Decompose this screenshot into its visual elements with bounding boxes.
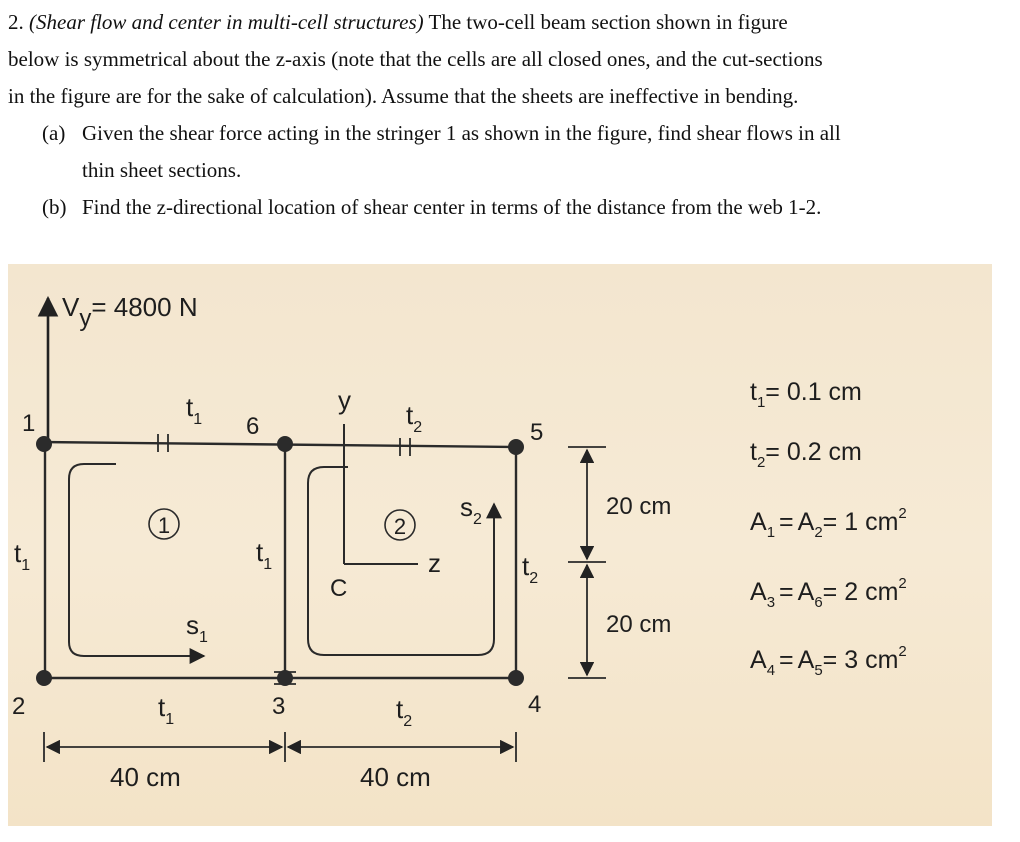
dim-20-upper: 20 cm xyxy=(606,493,672,520)
legend-a1-a2: $A_1 = A_2= 1$ $cm^2$ xyxy=(750,505,907,541)
dim-20-lower: 20 cm xyxy=(606,611,672,638)
t2-top-label: $t_2$ xyxy=(406,400,423,436)
beam-section-drawing xyxy=(8,264,992,826)
stringer-4 xyxy=(508,670,524,686)
intro-line-1: The two-cell beam section shown in figure xyxy=(428,10,788,34)
stringer-2 xyxy=(36,670,52,686)
intro-line-2: below is symmetrical about the z-axis (note that the cells are all closed ones, and the cut-sections xyxy=(8,47,823,71)
y-axis-label: y xyxy=(338,385,351,415)
node-5-label: 5 xyxy=(530,419,544,446)
beam-section-figure xyxy=(8,264,992,826)
centroid-label: C xyxy=(330,575,348,602)
dim-40-left: 40 cm xyxy=(110,762,181,792)
t2-right-label: $t_2$ xyxy=(522,551,539,587)
intro-line-3-par xyxy=(8,78,998,115)
force-label: Vy= 4800 N xyxy=(62,292,198,332)
vertical-dimension xyxy=(568,447,606,678)
part-a-label: (a) xyxy=(42,121,66,145)
part-b-line-1: Find the z-directional location of shear center in terms of the distance from the web 1-2. xyxy=(82,195,822,219)
part-a-cont xyxy=(82,152,998,189)
stringer-5 xyxy=(508,439,524,455)
section-outline xyxy=(40,442,517,678)
node-3-label: 3 xyxy=(272,693,286,720)
stringer-1 xyxy=(36,436,52,452)
intro-line-2-par xyxy=(8,41,998,78)
part-a-line-2: thin sheet sections. xyxy=(82,158,242,182)
s1-label: $s_1$ xyxy=(186,610,208,646)
s2-label: $s_2$ xyxy=(460,492,482,528)
z-axis-label: z xyxy=(428,548,441,578)
part-a-line-1: Given the shear force acting in the stringer 1 as shown in the figure, find shear flows in all xyxy=(82,121,841,145)
dim-40-right: 40 cm xyxy=(360,762,431,792)
t1-bottom-label: $t_1$ xyxy=(158,692,175,728)
node-1-label: 1 xyxy=(22,410,36,437)
cell-1-label: 1 xyxy=(157,513,171,538)
stringer-6 xyxy=(277,436,293,452)
legend-a4-a5: $A_4 = A_5= 3$ $cm^2$ xyxy=(750,643,907,679)
stringers xyxy=(36,436,524,686)
problem-title: (Shear flow and center in multi-cell structures) xyxy=(29,10,424,34)
stringer-3 xyxy=(277,670,293,686)
intro-line-3: in the figure are for the sake of calculation). Assume that the sheets are ineffective in bending. xyxy=(8,84,799,108)
horizontal-dimension xyxy=(44,732,516,762)
legend-a3-a6: $A_3 = A_6= 2$ $cm^2$ xyxy=(750,575,907,611)
problem-statement xyxy=(8,4,998,226)
node-6-label: 6 xyxy=(246,413,260,440)
problem-intro xyxy=(8,4,998,41)
t1-left-label: $t_1$ xyxy=(14,538,31,574)
cell-2-label: 2 xyxy=(393,514,407,539)
legend-t1: $t_1= 0.1$ cm xyxy=(750,378,862,411)
part-b xyxy=(42,189,998,226)
property-legend xyxy=(750,378,907,679)
t1-top-label: $t_1$ xyxy=(186,392,203,428)
cell-1-path xyxy=(69,464,204,656)
problem-number: 2. xyxy=(8,10,24,34)
node-4-label: 4 xyxy=(528,691,542,718)
legend-t2: $t_2= 0.2$ cm xyxy=(750,438,862,471)
t2-bottom-label: $t_2$ xyxy=(396,694,413,730)
part-b-label: (b) xyxy=(42,195,67,219)
part-a xyxy=(42,115,998,152)
t1-mid-label: $t_1$ xyxy=(256,537,273,573)
node-2-label: 2 xyxy=(12,693,26,720)
